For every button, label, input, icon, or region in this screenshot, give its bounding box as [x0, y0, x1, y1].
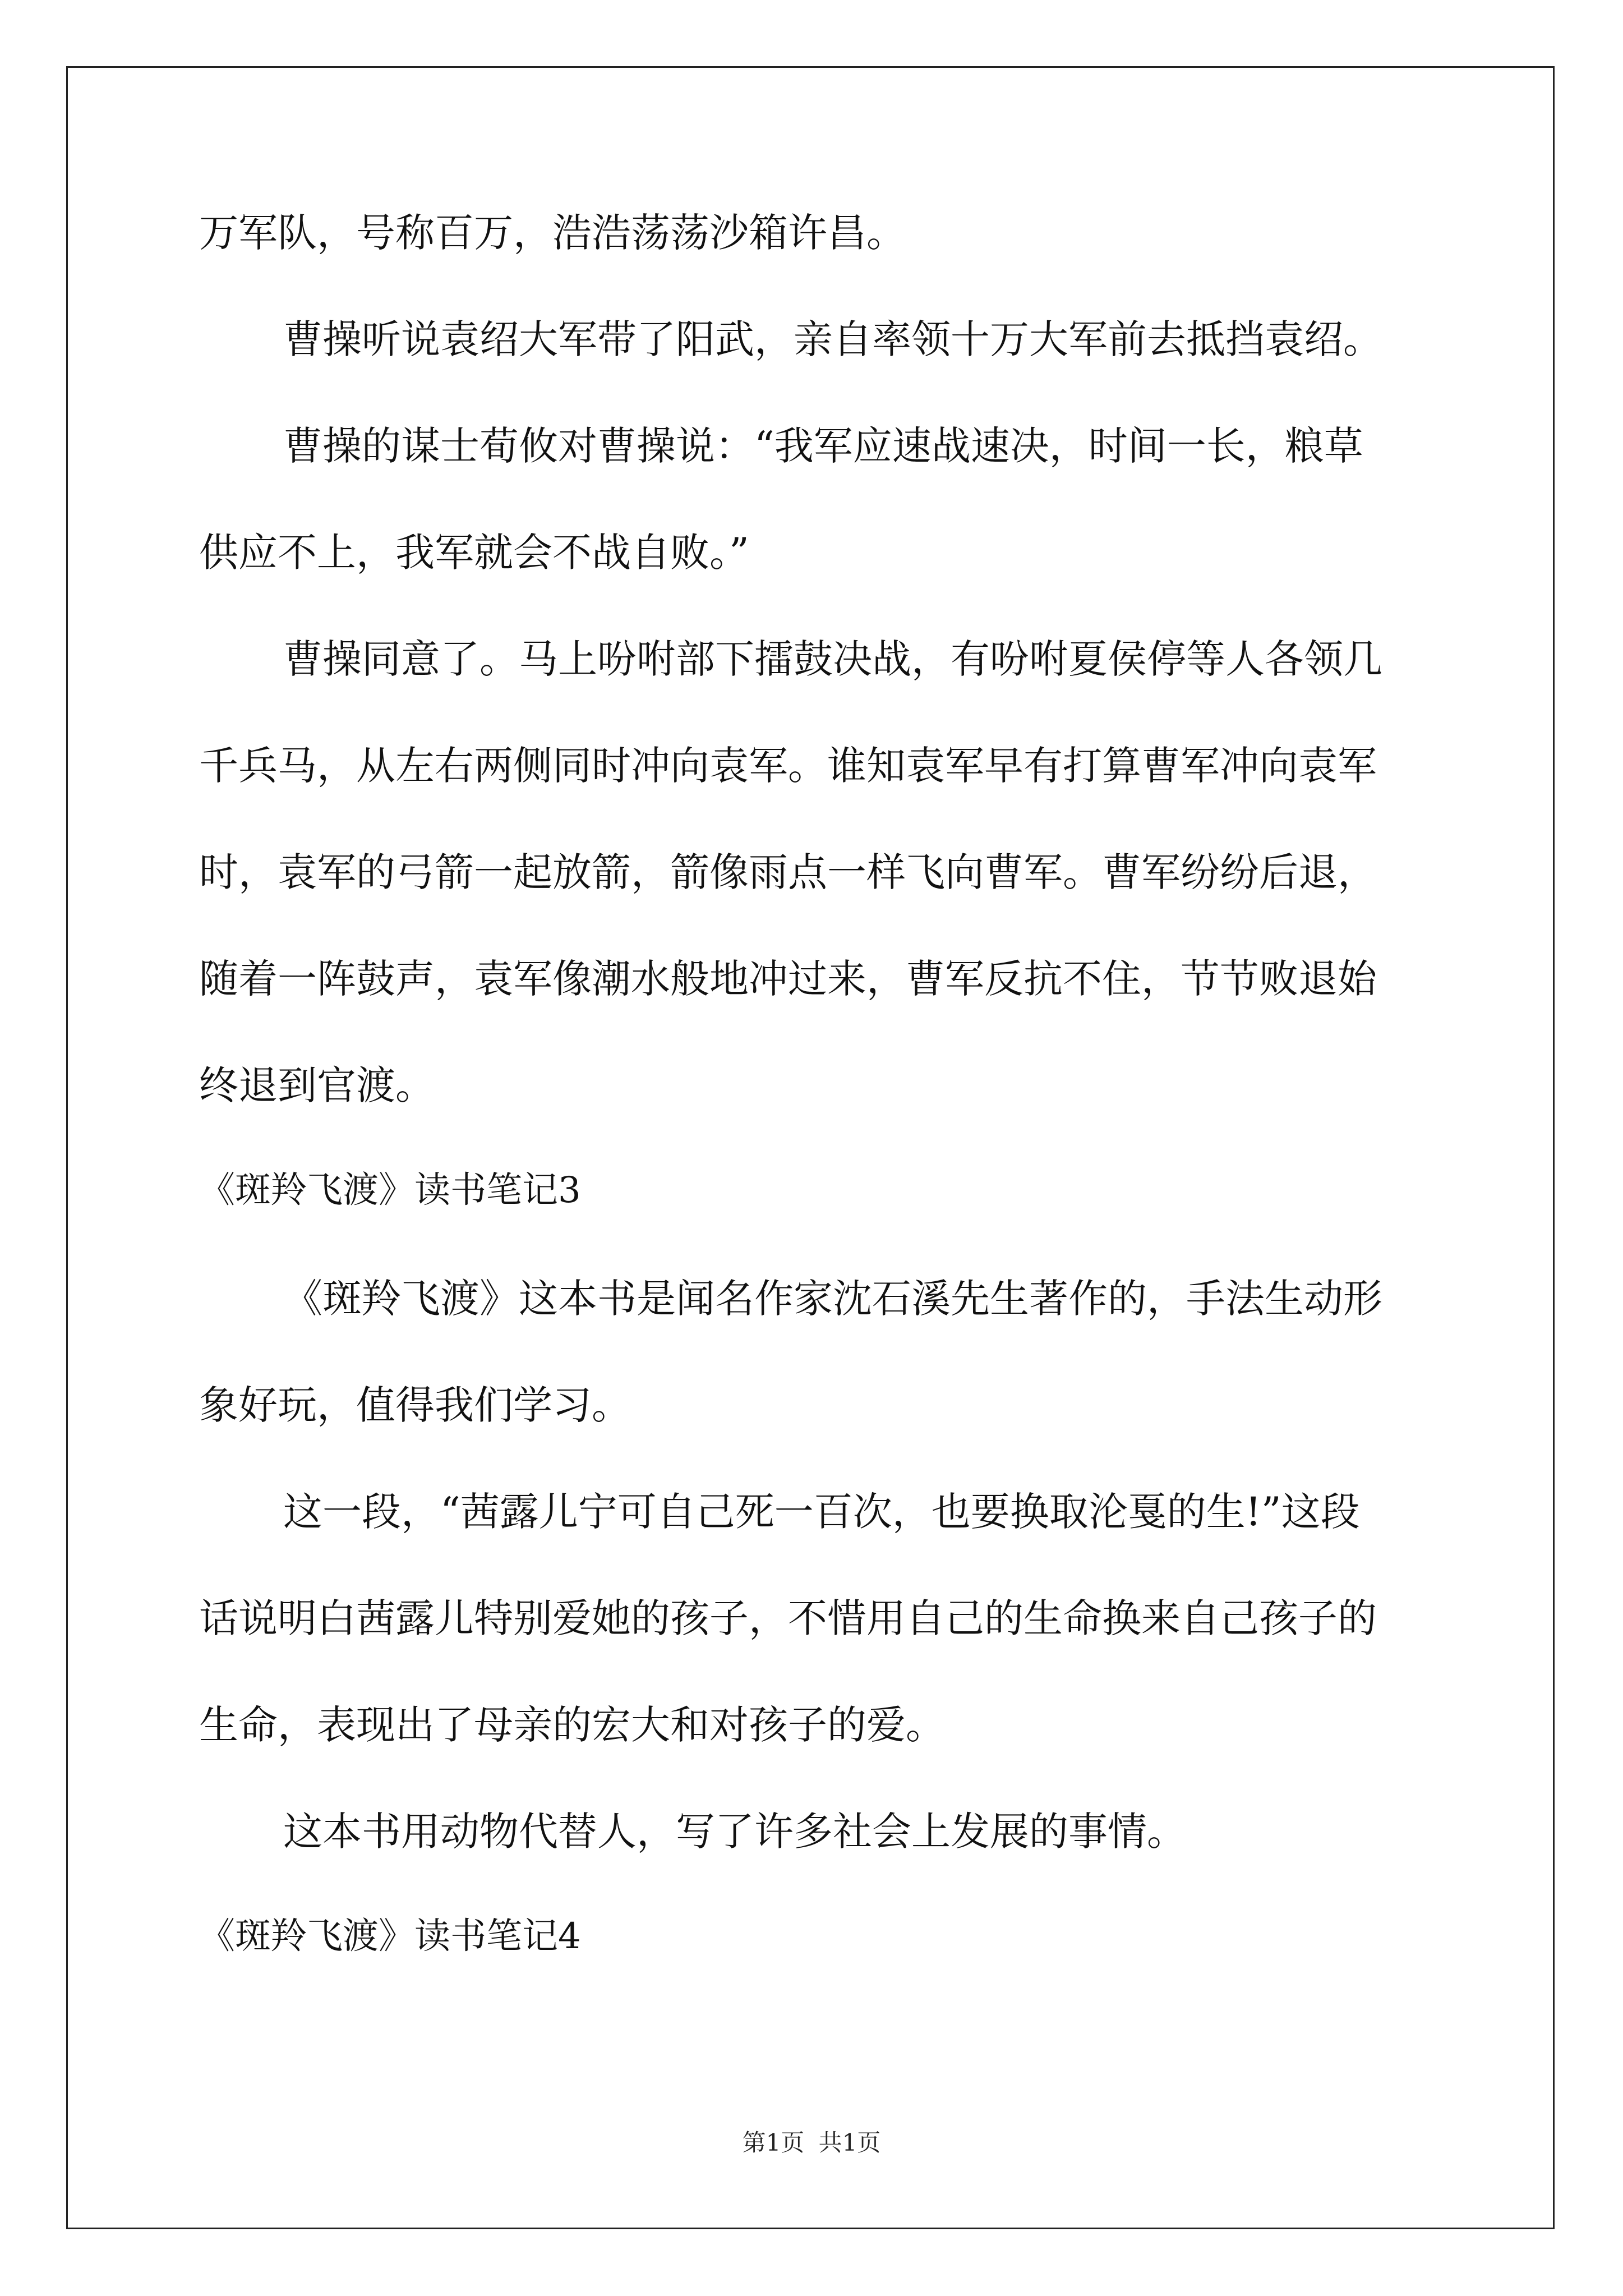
paragraph-line: 曹操同意了。马上吩咐部下擂鼓决战，有吩咐夏侯停等人各领几 [283, 636, 1382, 682]
paragraph-line: 这一段，“茜露儿宁可自己死一百次，也要换取沦戛的生!”这段 [283, 1489, 1360, 1535]
text-line: 时，袁军的弓箭一起放箭，箭像雨点一样飞向曹军。曹军纷纷后退， [199, 849, 1377, 895]
document-body [199, 210, 1433, 1958]
paragraph-line: 曹操听说袁绍大军带了阳武，亲自率领十万大军前去抵挡袁绍。 [283, 316, 1382, 362]
text-line: 生命，表现出了母亲的宏大和对孩子的爱。 [199, 1702, 945, 1748]
text-line: 万军队，号称百万，浩浩荡荡沙箱许昌。 [199, 210, 906, 256]
page-footer [0, 2124, 1623, 2158]
text-line: 随着一阵鼓声，袁军像潮水般地冲过来，曹军反抗不住，节节败退始 [199, 956, 1377, 1002]
page-total: 共1页 [818, 2129, 881, 2156]
section-heading: 《斑羚飞渡》读书笔记4 [199, 1916, 581, 1957]
text-line: 供应不上，我军就会不战自败。” [199, 530, 749, 576]
text-line: 象好玩，值得我们学习。 [199, 1382, 631, 1428]
paragraph-line: 《斑羚飞渡》这本书是闻名作家沈石溪先生著作的，手法生动形 [283, 1276, 1382, 1322]
text-line: 千兵马，从左右两侧同时冲向袁军。谁知袁军早有打算曹军冲向袁军 [199, 743, 1377, 789]
section-heading: 《斑羚飞渡》读书笔记3 [199, 1170, 581, 1211]
paragraph-line: 这本书用动物代替人，写了许多社会上发展的事情。 [283, 1809, 1186, 1855]
text-line: 话说明白茜露儿特别爱她的孩子，不惜用自己的生命换来自己孩子的 [199, 1595, 1377, 1641]
paragraph-line: 曹操的谋士荀攸对曹操说：“我军应速战速决，时间一长，粮草 [283, 423, 1363, 469]
page-number: 第1页 [742, 2129, 805, 2156]
text-line: 终退到官渡。 [199, 1062, 435, 1108]
